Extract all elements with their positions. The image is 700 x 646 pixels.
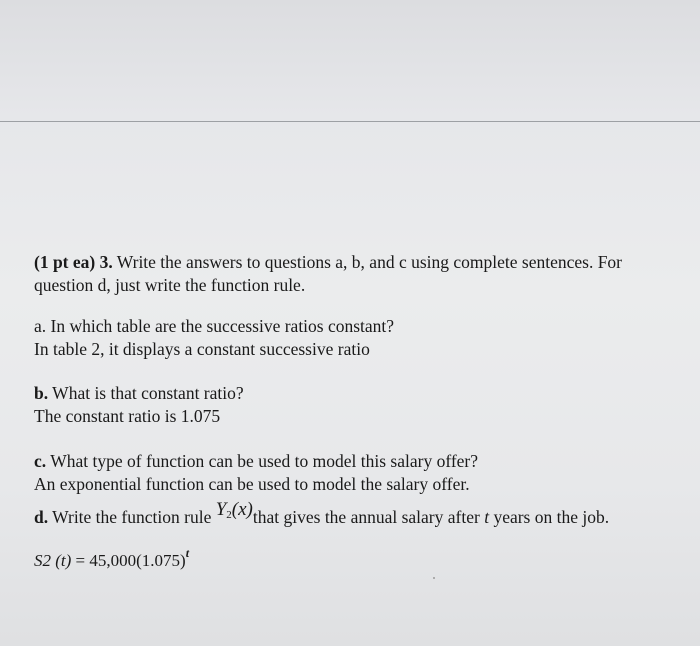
part-a-question: a. In which table are the successive ratios constant? <box>34 316 395 336</box>
part-d-question-before: Write the function rule <box>52 507 212 527</box>
part-a <box>34 315 674 361</box>
part-d-question-after-2: years on the job. <box>493 507 610 527</box>
formula-lhs: S2 <box>34 551 51 570</box>
speck <box>433 577 435 579</box>
intro-text-1: Write the answers to questions a, b, and c using complete sentences. For <box>116 252 623 272</box>
part-d <box>34 499 674 535</box>
function-arg: (x) <box>231 499 253 520</box>
page-divider <box>0 121 700 122</box>
question-block <box>34 251 674 572</box>
part-d-question-after-1: that gives the annual salary after <box>252 507 480 527</box>
question-intro <box>34 251 674 297</box>
formula-exponent: t <box>185 546 190 560</box>
part-d-var-t: t <box>484 507 490 527</box>
part-d-label: d. <box>34 507 49 527</box>
part-d-question-line <box>34 499 674 535</box>
part-c-question: What type of function can be used to model this salary offer? <box>50 451 479 471</box>
part-b-answer: The constant ratio is 1.075 <box>34 406 221 426</box>
part-c-label: c. <box>34 451 47 471</box>
formula-rhs: = 45,000(1.075) <box>75 551 186 570</box>
intro-line-2: question d, just write the function rule. <box>34 275 306 295</box>
function-subscript: 2 <box>226 509 232 521</box>
part-a-answer: In table 2, it displays a constant successive ratio <box>34 339 370 359</box>
part-c-answer: An exponential function can be used to model the salary offer. <box>34 474 470 494</box>
part-b-question: What is that constant ratio? <box>52 383 244 403</box>
points-label: (1 pt ea) <box>34 252 96 272</box>
question-number: 3. <box>99 252 113 272</box>
formula-lhs-arg: (t) <box>55 551 72 570</box>
part-b <box>34 382 674 428</box>
part-b-label: b. <box>34 383 49 403</box>
part-b-question-line <box>34 382 674 405</box>
answer-formula <box>34 542 674 572</box>
part-c <box>34 450 674 496</box>
function-notation <box>216 499 253 520</box>
intro-line-1 <box>34 251 674 274</box>
part-c-question-line <box>34 450 674 473</box>
function-y: Y <box>215 499 227 520</box>
